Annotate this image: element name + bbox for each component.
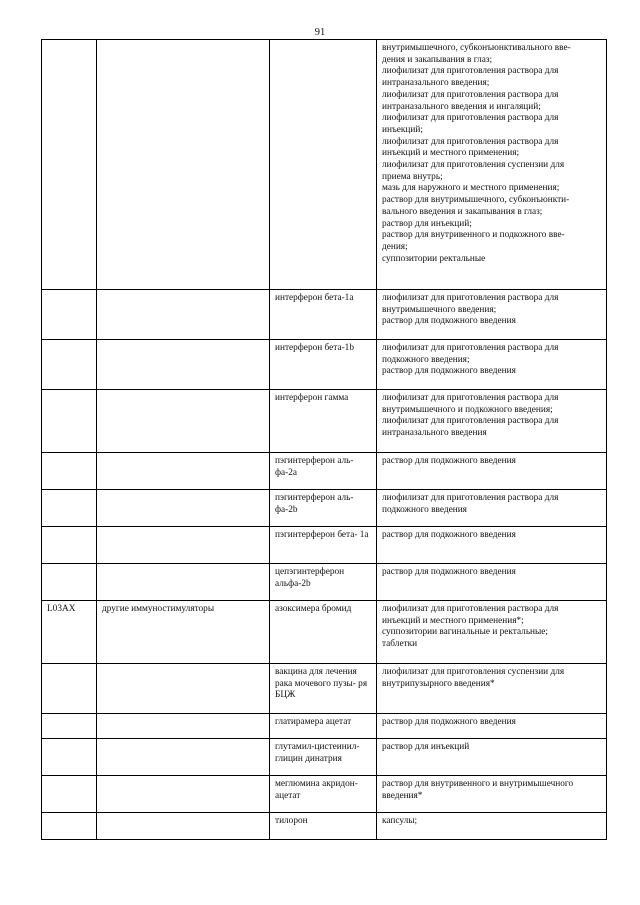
drug-name-cell: интерферон бета-1a [270,290,377,340]
dosage-form-line: инъекций и местного применения; [382,148,520,159]
drug-table [41,39,607,840]
table-row [42,564,607,601]
atc-code-cell [42,40,97,290]
dosage-form-line: подкожного введения; [382,354,470,365]
atc-code-cell [42,490,97,527]
group-name-cell [97,490,270,527]
group-name-cell [97,664,270,714]
dosage-form-line: лиофилизат для приготовления раствора для [382,343,559,353]
dosage-form-line: лиофилизат для приготовления суспензии для [382,160,565,171]
dosage-form-line: лиофилизат для приготовления раствора для [382,493,559,503]
group-name-cell [97,564,270,601]
drug-name-cell: интерферон бета-1b [270,340,377,390]
drug-name-cell: глутамил-цистеинил- глицин динатрия [270,739,377,776]
dosage-form-line: раствор для инъекций [382,742,470,752]
dosage-form-line: внутримышечного и подкожного введения; [382,404,553,415]
dosage-form-line: интраназального введения [382,428,487,439]
dosage-form-line: внутримышечного введения; [382,304,497,315]
dosage-form-line: суппозитории ректальные [382,253,486,264]
dosage-form-line: введения* [382,790,423,801]
dosage-forms-cell [377,601,607,664]
dosage-form-line: лиофилизат для приготовления раствора для [382,136,559,147]
table-row [42,390,607,453]
dosage-form-line: подкожного введения [382,504,467,515]
dosage-form-line: инъекций и местного применения*; [382,615,524,626]
dosage-form-line: интраназального введения и ингаляций; [382,101,541,112]
table-row [42,340,607,390]
table-row [42,40,607,290]
dosage-form-line: внутримышечного, субконъюнктивального вве- [382,43,571,53]
table-row [42,714,607,739]
group-name-cell [97,776,270,813]
dosage-form-line: дения; [382,241,408,252]
table-row [42,813,607,840]
dosage-form-line: капсулы; [382,816,418,826]
atc-code-cell [42,739,97,776]
dosage-form-line: раствор для инъекций; [382,218,472,229]
group-name-cell [97,714,270,739]
atc-code-cell [42,664,97,714]
group-name-cell: другие иммуностимуляторы [97,601,270,664]
dosage-forms-cell [377,290,607,340]
drug-name-cell: вакцина для лечения рака мочевого пузы- ря БЦЖ [270,664,377,714]
page-number: 91 [314,27,326,38]
atc-code-cell [42,290,97,340]
dosage-forms-cell [377,714,607,739]
drug-name-cell: меглюмина акридон- ацетат [270,776,377,813]
table-row [42,453,607,490]
dosage-form-line: лиофилизат для приготовления раствора для [382,113,559,124]
dosage-forms-cell [377,564,607,601]
drug-name-cell: азоксимера бромид [270,601,377,664]
dosage-form-line: внутрипузырного введения* [382,678,495,689]
drug-name-cell [270,40,377,290]
dosage-form-line: лиофилизат для приготовления раствора для [382,416,559,427]
drug-name-cell: тилорон [270,813,377,840]
group-name-cell [97,340,270,390]
table-row [42,601,607,664]
drug-name-cell: глатирамера ацетат [270,714,377,739]
dosage-form-line: раствор для подкожного введения [382,366,516,377]
dosage-form-line: раствор для подкожного введения [382,717,516,727]
dosage-form-line: раствор для подкожного введения [382,456,516,466]
dosage-form-line: приема внутрь; [382,171,443,182]
drug-name-cell: пэгинтерферон бета- 1a [270,527,377,564]
group-name-cell [97,813,270,840]
dosage-form-line: раствор для подкожного введения [382,316,516,327]
group-name-cell [97,290,270,340]
drug-name-cell: интерферон гамма [270,390,377,453]
dosage-forms-cell [377,527,607,564]
drug-name-cell: цепэгинтерферон альфа-2b [270,564,377,601]
dosage-form-line: вального введения и закапывания в глаз; [382,206,543,217]
dosage-form-line: таблетки [382,639,418,650]
atc-code-cell [42,527,97,564]
dosage-forms-cell [377,390,607,453]
table-row [42,776,607,813]
dosage-form-line: суппозитории вагинальные и ректальные; [382,627,548,638]
dosage-form-line: лиофилизат для приготовления раствора для [382,89,559,100]
dosage-form-line: лиофилизат для приготовления раствора для [382,293,559,303]
dosage-form-line: лиофилизат для приготовления суспензии для [382,667,565,677]
dosage-forms-cell [377,813,607,840]
dosage-forms-cell [377,739,607,776]
atc-code-cell: L03AX [42,601,97,664]
dosage-forms-cell [377,664,607,714]
group-name-cell [97,453,270,490]
dosage-form-line: раствор для внутривенного и внутримышечного [382,779,574,789]
dosage-forms-cell [377,453,607,490]
atc-code-cell [42,776,97,813]
dosage-form-line: интраназального введения; [382,78,490,89]
dosage-form-line: мазь для наружного и местного применения; [382,183,560,194]
dosage-form-line: раствор для внутривенного и подкожного вве- [382,230,565,241]
table-row [42,739,607,776]
dosage-form-line: лиофилизат для приготовления раствора для [382,604,559,614]
drug-name-cell: пэгинтерферон аль- фа-2b [270,490,377,527]
dosage-forms-cell [377,40,607,290]
dosage-form-line: дения и закапывания в глаз; [382,54,493,65]
dosage-form-line: инъекций; [382,124,423,135]
group-name-cell [97,390,270,453]
table-row [42,290,607,340]
table-row [42,527,607,564]
dosage-form-line: лиофилизат для приготовления раствора для [382,393,559,403]
dosage-forms-cell [377,776,607,813]
atc-code-cell [42,340,97,390]
table-row [42,490,607,527]
group-name-cell [97,40,270,290]
group-name-cell [97,527,270,564]
atc-code-cell [42,390,97,453]
dosage-form-line: раствор для подкожного введения [382,567,516,577]
table-row [42,664,607,714]
atc-code-cell [42,564,97,601]
drug-name-cell: пэгинтерферон аль- фа-2a [270,453,377,490]
group-name-cell [97,739,270,776]
atc-code-cell [42,714,97,739]
atc-code-cell [42,813,97,840]
dosage-forms-cell [377,340,607,390]
dosage-form-line: лиофилизат для приготовления раствора для [382,66,559,77]
dosage-form-line: раствор для подкожного введения [382,530,516,540]
dosage-forms-cell [377,490,607,527]
atc-code-cell [42,453,97,490]
dosage-form-line: раствор для внутримышечного, субконъюнкти- [382,195,570,206]
